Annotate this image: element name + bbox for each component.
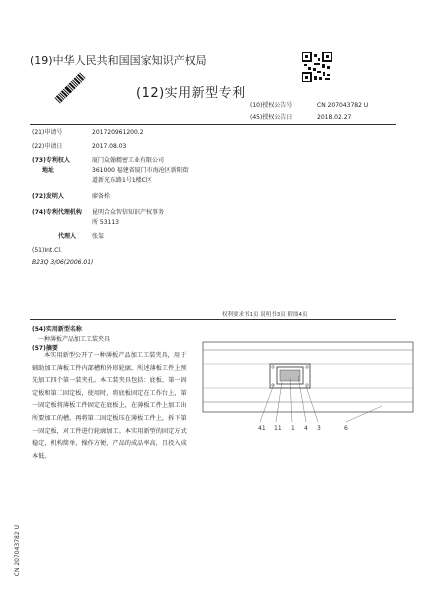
qr-code-icon	[302, 52, 332, 82]
figure-label: 4	[304, 425, 308, 432]
side-publication-number: CN 207043782 U	[14, 525, 21, 577]
agency-label: (74)专利代理机构	[32, 209, 82, 216]
page-count: 权利要求书1页 说明书3页 附图4页	[222, 312, 308, 318]
pub-no: CN 207043782 U	[317, 102, 369, 109]
pub-no-label: (10)授权公告号	[250, 102, 293, 109]
grant-info	[250, 100, 368, 124]
filing-label: (22)申请日	[32, 143, 63, 150]
patent-office-header: (19)中华人民共和国国家知识产权局	[30, 54, 207, 67]
ipc-label: (51)Int.Cl.	[32, 247, 62, 254]
figure-label: 1	[291, 425, 295, 432]
agent: 张玺	[92, 233, 105, 240]
assignee-label: (73)专利权人	[32, 157, 70, 164]
address-label: 地址	[42, 167, 55, 174]
agent-label: 代理人	[58, 233, 77, 240]
figure-label: 6	[344, 425, 348, 432]
address-line-1: 361000 福建省厦门市海沧区新阳街	[92, 167, 189, 174]
app-no: 201720961200.2	[92, 129, 144, 136]
figure-label: 41	[258, 425, 266, 432]
inventor-label: (72)发明人	[32, 193, 64, 200]
body-divider	[30, 319, 396, 320]
pub-date-label: (45)授权公告日	[250, 114, 293, 121]
patent-type-title: (12)实用新型专利	[136, 86, 246, 101]
header-divider	[30, 124, 396, 125]
inventor: 廖备栓	[92, 193, 111, 200]
title-label: (54)实用新型名称	[32, 326, 82, 333]
bibliographic-data	[32, 128, 189, 268]
ipc-code: B23Q 3/06(2006.01)	[32, 259, 94, 266]
utility-model-title: 一种薄板产品加工工装夹具	[38, 335, 111, 343]
filing-date: 2017.08.03	[92, 143, 127, 150]
assignee: 厦门众翰精密工业有限公司	[92, 157, 165, 164]
figure-label: 3	[317, 425, 321, 432]
agency-line-1: 昆明合众智信知识产权事务	[92, 209, 165, 216]
agency-line-2: 所 53113	[92, 219, 119, 226]
barcode-icon	[48, 66, 92, 110]
address-line-2: 道新光东路1号1楼C区	[92, 177, 152, 184]
app-no-label: (21)申请号	[32, 129, 63, 136]
figure-label: 11	[274, 425, 282, 432]
pub-date: 2018.02.27	[317, 114, 352, 121]
abstract-label: (57)摘要	[32, 345, 58, 352]
abstract-text: 本实用新型公开了一种薄板产品加工工装夹具，用于辅助加工薄板工件内部槽和外形轮廓，所述薄板工件上预先加工四个第一装夹孔。本工装夹具包括：底板、第一固定板和第二固定板，使用时，将底板固定在工作台上，第一固定板将薄板工件固定在底板上，在薄板工件上加工出所要加工的槽，再将第二固定板压在薄板工件上，拆下第一固定板，对工件进行轮廓加工。本实用新型的固定方式稳定，机构简单，操作方便，产品的成品率高，且投入成本低。	[32, 352, 187, 460]
drawing-figure	[202, 336, 414, 440]
